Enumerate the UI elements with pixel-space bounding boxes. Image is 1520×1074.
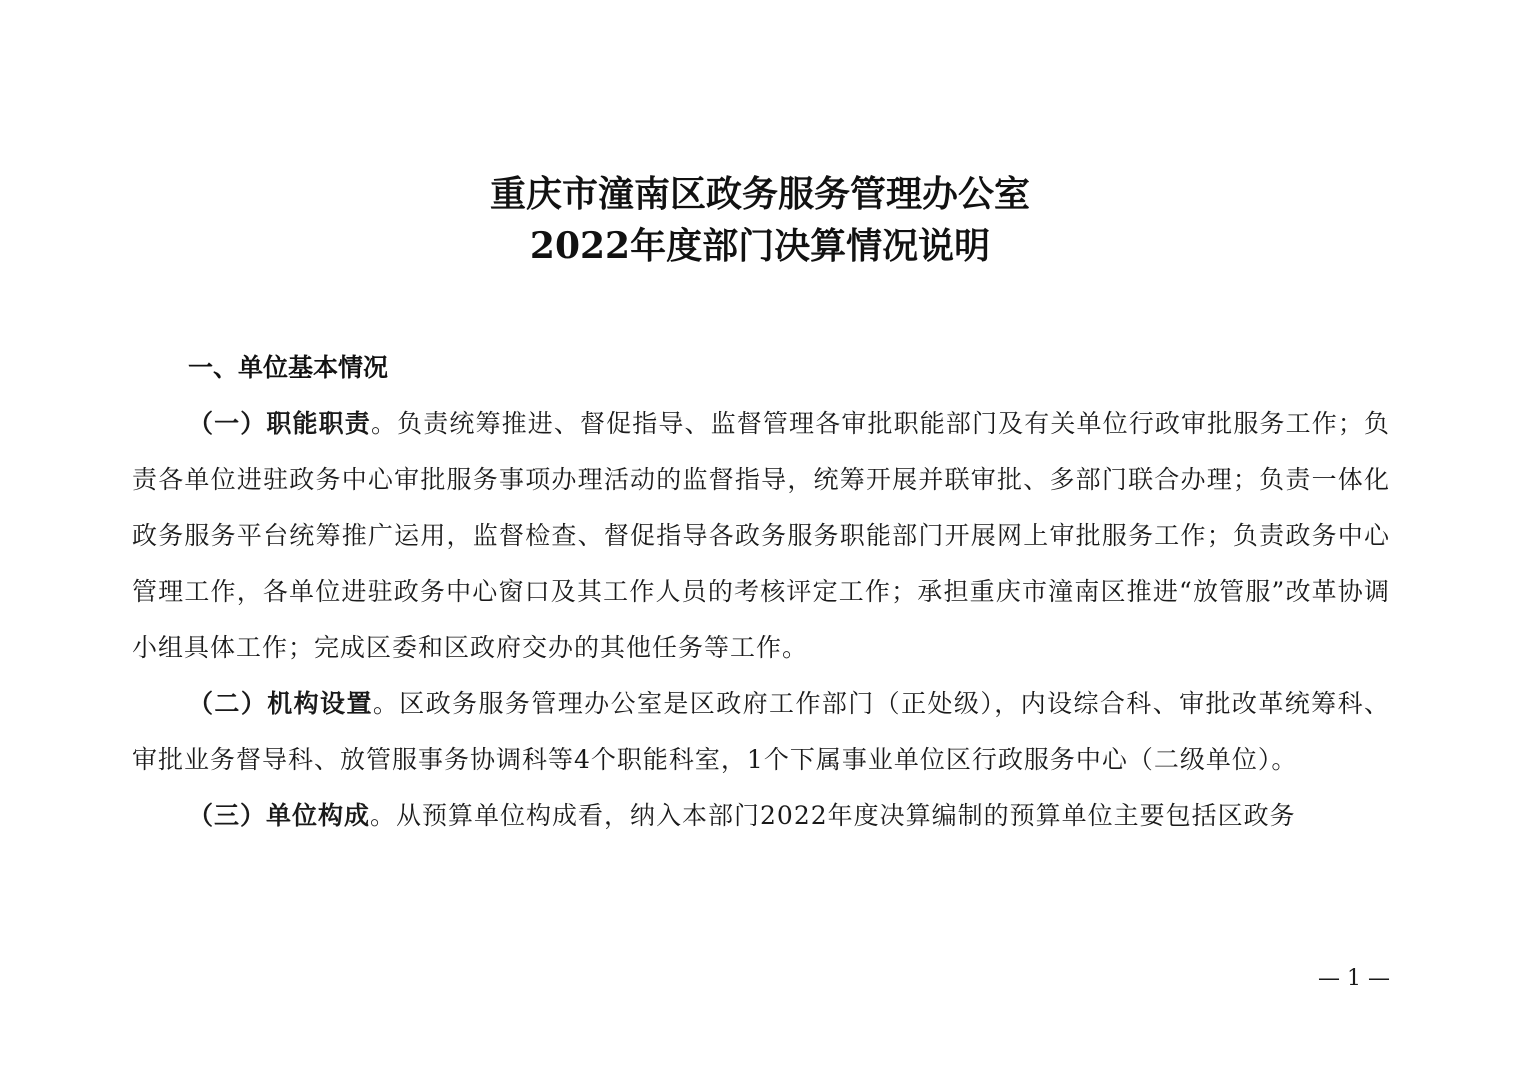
- paragraph-functions: [132, 396, 1390, 676]
- paragraph-lead: （三）单位构成: [188, 801, 371, 830]
- paragraph-lead: （一）职能职责: [188, 409, 371, 438]
- section-heading-basic-info: 一、单位基本情况: [188, 353, 389, 382]
- paragraph-text: 。负责统筹推进、督促指导、监督管理各审批职能部门及有关单位行政审批服务工作；负责各单位进驻政务中心审批服务事项办理活动的监督指导，统筹开展并联审批、多部门联合办理；负责一体化政务服务平台统筹推广运用，监督检查、督促指导各政务服务职能部门开展网上审批服务工作；负责政务中心管理工作，各单位进驻政务中心窗口及其工作人员的考核评定工作；承担重庆市潼南区推进“放管服”改革协调小组具体工作；完成区委和区政府交办的其他任务等工作。: [132, 409, 1390, 662]
- document-body: [132, 340, 1390, 844]
- title-line-1: 重庆市潼南区政务服务管理办公室: [489, 173, 1030, 215]
- paragraph-lead: （二）机构设置: [188, 689, 373, 718]
- paragraph-composition: [132, 788, 1390, 844]
- title-line-2: 2022年度部门决算情况说明: [529, 225, 991, 267]
- page-number: — 1 —: [1318, 966, 1390, 991]
- document-title: [0, 168, 1520, 272]
- paragraph-organization: [132, 676, 1390, 788]
- paragraph-text: 。区政务服务管理办公室是区政府工作部门（正处级），内设综合科、审批改革统筹科、审批业务督导科、放管服事务协调科等4个职能科室，1个下属事业单位区行政服务中心（二级单位）。: [132, 689, 1390, 774]
- paragraph-text: 。从预算单位构成看，纳入本部门2022年度决算编制的预算单位主要包括区政务: [370, 801, 1296, 830]
